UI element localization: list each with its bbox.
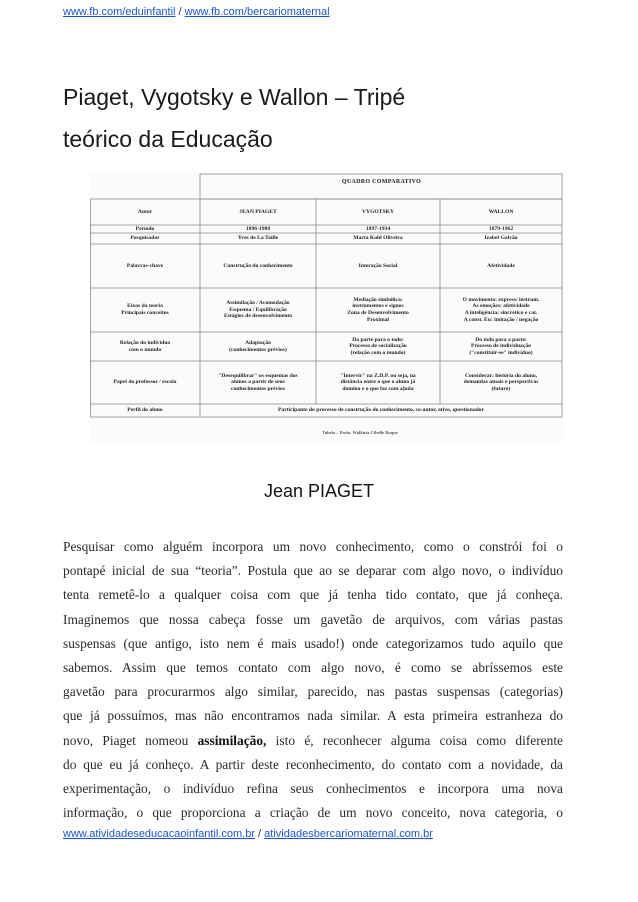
body-line bbox=[63, 608, 563, 632]
body-text-segment: experimentação, o indivíduo refina seus conhecimentos e incorpora uma nova bbox=[63, 780, 563, 796]
table-cell bbox=[316, 288, 440, 332]
body-text-segment: que já possuímos, mas não encontramos nada similar. A esta primeira estranheza do bbox=[63, 708, 563, 724]
table-cell-line: com o mundo bbox=[128, 346, 162, 353]
table-cell-line: JEAN PIAGET bbox=[239, 208, 277, 215]
body-line bbox=[63, 729, 563, 753]
table-header-cell bbox=[440, 199, 562, 225]
table-cell bbox=[200, 244, 316, 288]
table-cell-line: Zona de Desenvolvimento bbox=[347, 310, 409, 316]
body-line bbox=[63, 801, 563, 825]
body-text-segment: Imaginemos que nossa cabeça fosse um gavetão de arquivos, com várias pastas bbox=[63, 611, 563, 627]
table-cell-line: 1879-1962 bbox=[488, 225, 514, 232]
table-cell bbox=[90, 233, 200, 244]
table-cell-line: Palavras-chave bbox=[126, 262, 164, 269]
table-cell-line: domina e o que faz com ajuda bbox=[342, 385, 414, 392]
table-cell bbox=[200, 332, 316, 361]
table-cell-line: As emoções: afetividade bbox=[472, 303, 530, 310]
table-cell bbox=[200, 361, 316, 404]
body-text-segment: suspensas (que antigo, isto nem é mais usado!) onde categorizamos tudo aquilo que bbox=[63, 635, 563, 651]
table-cell bbox=[316, 244, 440, 288]
table-cell-line: Adaptação bbox=[245, 339, 271, 346]
table-cell-line: "Desequilibrar" os esquemas dos bbox=[218, 372, 298, 379]
table-cell-line: Processo de socialização bbox=[349, 343, 407, 350]
table-cell-line: Yves de La Taille bbox=[237, 235, 279, 242]
table-cell-line: instrumentos e signos bbox=[352, 303, 404, 310]
table-cell-line: distância entre o que o aluno já bbox=[340, 379, 416, 386]
body-line bbox=[63, 777, 563, 801]
table-cell-line: A const. Eu: imitação / negação bbox=[463, 316, 539, 323]
table-header-cell bbox=[316, 199, 440, 225]
table-cell-line: ("constituir-se" indivíduo) bbox=[469, 349, 533, 356]
body-text-segment: Pesquisar como alguém incorpora um novo conhecimento, como o constrói foi o bbox=[63, 539, 563, 554]
table-cell bbox=[316, 332, 440, 361]
table-cell bbox=[440, 288, 562, 332]
title-line-2: teórico da Educação bbox=[63, 126, 273, 152]
table-cell-line: VYGOTSKY bbox=[361, 208, 394, 215]
body-line bbox=[63, 559, 563, 583]
table-cell bbox=[440, 361, 562, 404]
body-line bbox=[63, 656, 563, 680]
table-title: QUADRO COMPARATIVO bbox=[341, 179, 422, 185]
title-line-1: Piaget, Vygotsky e Wallon – Tripé bbox=[63, 84, 406, 110]
table-cell bbox=[440, 225, 562, 233]
table-cell bbox=[90, 225, 200, 233]
table-cell-line: Afetividade bbox=[487, 262, 515, 269]
table-cell-line: Construção do conhecimento bbox=[223, 262, 293, 269]
document-title bbox=[63, 76, 563, 160]
body-line bbox=[63, 704, 563, 728]
body-text-segment: gavetão para procurarmos algo similar, parecido, nas pastas suspensas (categorias) bbox=[63, 684, 563, 700]
body-line bbox=[63, 535, 563, 559]
footer-link-atividadesbercariomaternal[interactable]: atividadesbercariomaternal.com.br bbox=[264, 828, 433, 840]
header-separator: / bbox=[175, 6, 185, 18]
table-header-cell bbox=[90, 199, 200, 225]
table-cell bbox=[316, 225, 440, 233]
body-line bbox=[63, 583, 563, 607]
table-cell-line: Do todo para a parte: bbox=[475, 336, 527, 343]
body-text-segment: sabemos. Assim que temos contato com algo novo, é como se abríssemos este bbox=[63, 659, 563, 675]
table-cell-line: Estágios de desenvolvimento bbox=[223, 313, 293, 320]
body-text-segment: informação, o que proporciona a criação de um novo conceito, nova categoria, o bbox=[63, 805, 563, 821]
table-cell bbox=[90, 361, 200, 404]
table-cell-line: O movimento: express/ instrum. bbox=[462, 296, 540, 303]
table-cell-line: Período bbox=[135, 225, 155, 232]
table-cell-line: demandas atuais e perspectivas bbox=[463, 379, 539, 386]
body-text-segment: tenta remetê-lo a qualquer coisa com que já tenha tido contato, que já conheça. bbox=[63, 587, 563, 603]
table-cell-line: conhecimentos prévios bbox=[231, 385, 285, 392]
table-cell-line: 1896-1980 bbox=[245, 225, 271, 232]
body-line bbox=[63, 680, 563, 704]
comparison-table-image bbox=[90, 172, 563, 442]
table-cell-line: Principais conceitos bbox=[121, 310, 169, 316]
body-text-segment: pontapé inicial de sua “teoria”. Postula que ao se deparar com algo novo, o indivíduo bbox=[63, 563, 563, 579]
body-text-segment: isto é, reconhecer alguma coisa como diferente bbox=[266, 732, 563, 748]
header-link-bercariomaternal[interactable]: www.fb.com/bercariomaternal bbox=[184, 6, 330, 18]
body-text-segment: novo, Piaget nomeou bbox=[63, 732, 198, 748]
table-cell-line: Marta Kohl Oliveira bbox=[353, 235, 403, 242]
body-line bbox=[63, 753, 563, 777]
table-cell-line: 1897-1934 bbox=[365, 225, 391, 232]
table-cell bbox=[90, 288, 200, 332]
body-line bbox=[63, 632, 563, 656]
table-cell-line: Mediação simbólica: bbox=[353, 296, 403, 303]
table-header-cell bbox=[200, 199, 316, 225]
table-cell-line: Processo de individuação bbox=[471, 343, 531, 350]
table-cell bbox=[90, 404, 200, 417]
table-cell bbox=[316, 361, 440, 404]
table-cell bbox=[90, 244, 200, 288]
table-cell-line: Autor bbox=[137, 208, 153, 215]
table-cell-line: Eixos da teoria bbox=[127, 303, 163, 310]
table-cell-line: (futuro) bbox=[491, 385, 511, 392]
table-cell-line: Pesquisador bbox=[130, 235, 160, 242]
table-cell bbox=[200, 288, 316, 332]
table-cell bbox=[316, 233, 440, 244]
table-cell-line: Interação Social bbox=[358, 262, 398, 269]
table-cell-line: Relação do indivíduo bbox=[119, 339, 171, 346]
table-cell-line: Papel do professor / escola bbox=[113, 379, 177, 386]
body-text-segment: do que eu já conheço. A partir deste reconhecimento, do contato com a novidade, da bbox=[63, 756, 563, 772]
table-cell bbox=[200, 233, 316, 244]
bold-term: assimilação, bbox=[197, 732, 267, 748]
table-cell-line: A inteligência: sincrético e cat. bbox=[464, 310, 538, 316]
table-cell-line: Esquema / Equilibração bbox=[229, 306, 287, 313]
table-cell-line: Participante do processo de construção do conhecimento, co-autor, ativo, questionador bbox=[277, 407, 485, 414]
footer-separator: / bbox=[255, 828, 265, 840]
table-cell-line: (conhecimentos prévios) bbox=[229, 346, 287, 353]
table-cell bbox=[440, 244, 562, 288]
header-link-eduinfantil[interactable]: www.fb.com/eduinfantil bbox=[63, 6, 176, 18]
table-cell bbox=[200, 225, 316, 233]
table-cell-line: Izabel Galvão bbox=[484, 235, 518, 242]
table-cell-line: alunos a partir de seus bbox=[231, 379, 285, 386]
page-footer bbox=[63, 828, 433, 840]
table-caption: Tabela – Profa. Walkiria Cibelle Roque bbox=[322, 430, 398, 435]
table-cell-line: (relação com o mundo) bbox=[350, 349, 406, 356]
table-cell-line: "Intervir" na Z.D.P. ou seja, na bbox=[340, 372, 416, 379]
table-cell-line: Assimilação / Acomodação bbox=[226, 300, 290, 307]
footer-link-atividadeseducacaoinfantil[interactable]: www.atividadeseducacaoinfantil.com.br bbox=[63, 828, 255, 840]
table-cell-line: Da parte para o todo: bbox=[352, 336, 404, 343]
table-cell bbox=[440, 233, 562, 244]
table-cell bbox=[200, 404, 562, 417]
table-cell-line: Proximal bbox=[367, 316, 389, 323]
table-cell bbox=[90, 332, 200, 361]
table-cell-line: Perfil do aluno bbox=[127, 407, 163, 414]
page-header bbox=[63, 6, 330, 18]
table-cell-line: WALLON bbox=[488, 208, 514, 215]
table-cell bbox=[440, 332, 562, 361]
table-cell-line: Considerar: história do aluno, bbox=[464, 372, 538, 379]
section-heading: Jean PIAGET bbox=[263, 481, 375, 501]
body-paragraph bbox=[63, 535, 563, 825]
